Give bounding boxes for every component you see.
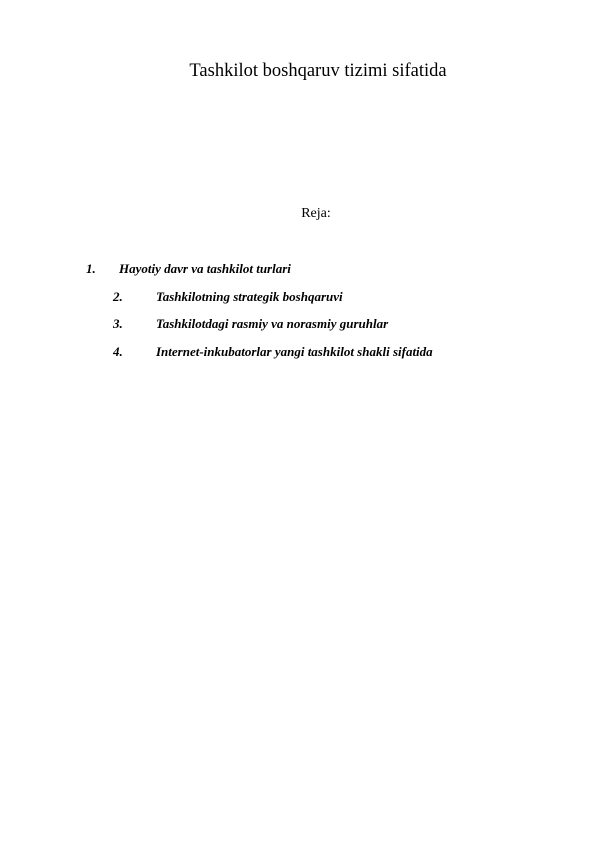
document-title: Tashkilot boshqaruv tizimi sifatida <box>189 61 447 81</box>
plan-item-text: Hayotiy davr va tashkilot turlari <box>119 261 291 276</box>
plan-item-text: Tashkilotning strategik boshqaruvi <box>156 289 343 304</box>
plan-item-number: 3. <box>113 316 123 331</box>
plan-item-number: 4. <box>113 344 123 359</box>
plan-item-text: Tashkilotdagi rasmiy va norasmiy guruhlar <box>156 316 389 331</box>
plan-heading: Reja: <box>301 206 331 221</box>
plan-item-text: Internet-inkubatorlar yangi tashkilot shakli sifatida <box>156 344 433 359</box>
plan-item-number: 2. <box>113 289 123 304</box>
plan-item-number: 1. <box>86 261 96 276</box>
